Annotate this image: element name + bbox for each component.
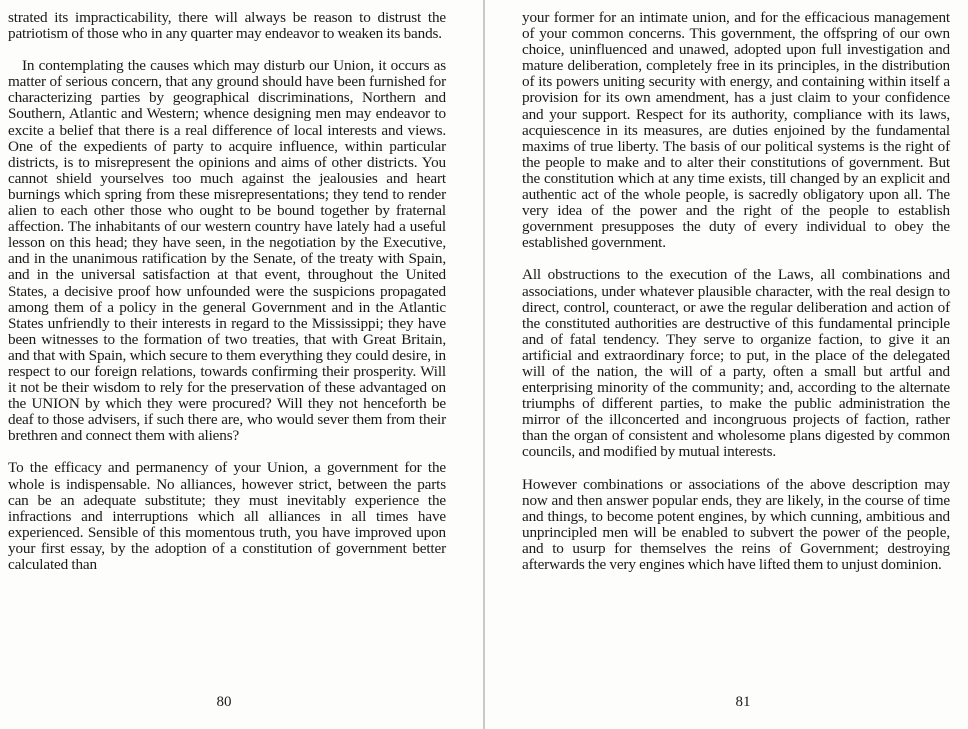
left-page-text [8, 10, 446, 589]
page-number: 81 [735, 694, 751, 710]
paragraph: strated its impracticability, there will always be reason to distrust the patriotism of those who in any quarter may endeavor to weaken its bands. [8, 9, 446, 43]
page-number: 80 [216, 694, 232, 710]
paragraph: your former for an intimate union, and for the efficacious management of your common concerns. This government, the offspring of our own choice, uninfluenced and unawed, adopted upon full investigation and mature deliberation, completely free in its principles, in the distribution of its powers uniting security with energy, and containing within itself a provision for its own amendment, has a just claim to your confidence and your support. Respect for its authority, compliance with its laws, acquiescence in its measures, are duties enjoined by the fundamental maxims of true liberty. The basis of our political systems is the right of the people to make and to alter their constitutions of government. But the constitution which at any time exists, till changed by an explicit and authentic act of the whole people, is sacredly obligatory upon all. The very idea of the power and the right of the people to establish government presupposes the duty of every individual to obey the established government. [522, 9, 950, 252]
right-page-text [522, 10, 950, 589]
paragraph: All obstructions to the execution of the Laws, all combinations and associations, under whatever plausible character, with the real design to direct, control, counteract, or awe the regular deliberation and action of the constituted authorities are destructive of this fundamental principle and of fatal tendency. They serve to organize faction, to give it an artificial and extraordinary force; to put, in the place of the delegated will of the nation, the will of a party, often a small but artful and enterprising minority of the community; and, according to the alternate triumphs of different parties, to make the public administration the mirror of the illconcerted and incongruous projects of faction, rather than the organ of consistent and wholesome plans digested by common councils, and modified by mutual interests. [522, 266, 950, 461]
left-page [0, 0, 483, 729]
right-page [485, 0, 968, 729]
paragraph: In contemplating the causes which may disturb our Union, it occurs as matter of serious concern, that any ground should have been furnished for characterizing parties by geographical discriminations, Northern and Southern, Atlantic and Western; whence designing men may endeavor to excite a belief that there is a real difference of local interests and views. One of the expedients of party to acquire influence, within particular districts, is to misrepresent the opinions and aims of other districts. You cannot shield yourselves too much against the jealousies and heart burnings which spring from these misrepresentations; they tend to render alien to each other those who ought to be bound together by fraternal affection. The inhabitants of our western country have lately had a useful lesson on this head; they have seen, in the negotiation by the Executive, and in the unanimous ratification by the Senate, of the treaty with Spain, and in the universal satisfaction at that event, throughout the United States, a decisive proof how unfounded were the suspicions propagated among them of a policy in the general Government and in the Atlantic States unfriendly to their interests in regard to the Mississippi; they have been witnesses to the formation of two treaties, that with Great Britain, and that with Spain, which secure to them everything they could desire, in respect to our foreign relations, towards confirming their prosperity. Will it not be their wisdom to rely for the preservation of these advantaged on the UNION by which they were procured? Will they not henceforth be deaf to those advisers, if such there are, who would sever them from their brethren and connect them with aliens? [8, 57, 446, 445]
paragraph: However combinations or associations of the above description may now and then answer popular ends, they are likely, in the course of time and things, to become potent engines, by which cunning, ambitious and unprincipled men will be enabled to subvert the power of the people, and to usurp for themselves the reins of Government; destroying afterwards the very engines which have lifted them to unjust dominion. [522, 475, 950, 573]
paragraph: To the efficacy and permanency of your Union, a government for the whole is indispensable. No alliances, however strict, between the parts can be an adequate substitute; they must inevitably experience the infractions and interruptions which all alliances in all times have experienced. Sensible of this momentous truth, you have improved upon your first essay, by the adoption of a constitution of government better calculated than [8, 459, 446, 573]
